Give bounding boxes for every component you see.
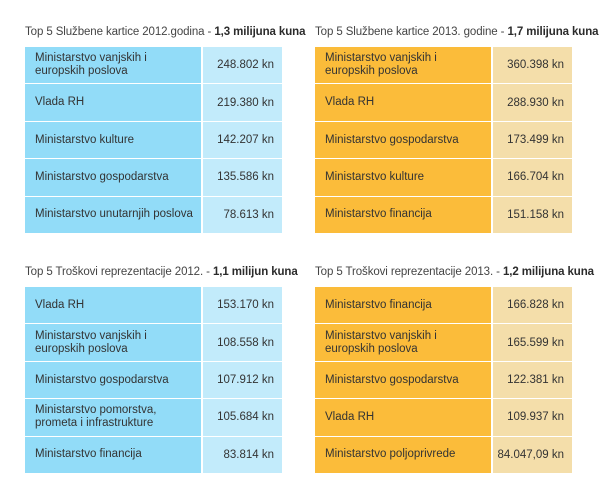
ministry-name: Vlada RH [315,399,493,435]
table-row [315,362,572,399]
amount-value: 248.802 kn [203,47,282,83]
ministry-name: Ministarstvo gospodarstva [315,362,493,398]
ranking-table [25,47,282,233]
amount-value: 173.499 kn [493,122,572,158]
ranking-table [315,47,572,233]
amount-value: 166.704 kn [493,159,572,195]
ministry-name: Ministarstvo gospodarstva [25,159,203,195]
amount-value: 107.912 kn [203,362,282,398]
ranking-table [315,287,572,473]
ranking-table [25,287,282,473]
table-row [25,324,282,361]
table-row [315,84,572,121]
table-row [315,159,572,196]
table-row [315,324,572,361]
panel-reprezentacija-2013 [315,265,594,461]
amount-value: 166.828 kn [493,287,572,323]
table-row [25,159,282,196]
amount-value: 360.398 kn [493,47,572,83]
table-row [25,197,282,233]
amount-value: 108.558 kn [203,324,282,360]
ministry-name: Vlada RH [315,84,493,120]
table-row [315,47,572,84]
table-row [25,122,282,159]
ministry-name: Ministarstvo financija [315,287,493,323]
ministry-name: Ministarstvo pomorstva, prometa i infrastrukture [25,399,203,435]
ministry-name: Ministarstvo unutarnjih poslova [25,197,203,233]
panel-title [315,25,599,39]
ministry-name: Ministarstvo vanjskih i europskih poslova [315,324,493,360]
ministry-name: Ministarstvo vanjskih i europskih poslova [315,47,493,83]
amount-value: 288.930 kn [493,84,572,120]
table-row [25,47,282,84]
panel-kartice-2013 [315,25,599,221]
amount-value: 122.381 kn [493,362,572,398]
ministry-name: Vlada RH [25,84,203,120]
table-row [315,287,572,324]
amount-value: 78.613 kn [203,197,282,233]
table-row [315,437,572,473]
panel-title-prefix: Top 5 Troškovi reprezentacije 2012. - [25,266,210,278]
table-row [25,84,282,121]
ministry-name: Ministarstvo vanjskih i europskih poslova [25,324,203,360]
table-row [25,437,282,473]
panel-title [25,265,298,279]
ministry-name: Ministarstvo gospodarstva [25,362,203,398]
table-row [315,399,572,436]
ministry-name: Ministarstvo kulture [25,122,203,158]
panel-title-total: 1,7 milijuna kuna [507,26,599,38]
panel-title-prefix: Top 5 Troškovi reprezentacije 2013. - [315,266,500,278]
amount-value: 109.937 kn [493,399,572,435]
amount-value: 105.684 kn [203,399,282,435]
table-row [25,362,282,399]
table-row [315,197,572,233]
panel-reprezentacija-2012 [25,265,298,461]
panel-kartice-2012 [25,25,306,221]
ministry-name: Vlada RH [25,287,203,323]
amount-value: 151.158 kn [493,197,572,233]
table-row [315,122,572,159]
amount-value: 83.814 kn [203,437,282,473]
panel-title-prefix: Top 5 Službene kartice 2012.godina - [25,26,212,38]
table-row [25,399,282,436]
ministry-name: Ministarstvo vanjskih i europskih poslova [25,47,203,83]
ministry-name: Ministarstvo financija [25,437,203,473]
panel-title-prefix: Top 5 Službene kartice 2013. godine - [315,26,505,38]
table-row [25,287,282,324]
panel-title [315,265,594,279]
amount-value: 219.380 kn [203,84,282,120]
amount-value: 165.599 kn [493,324,572,360]
amount-value: 153.170 kn [203,287,282,323]
panel-title-total: 1,2 milijuna kuna [502,266,594,278]
panel-title-total: 1,1 milijun kuna [212,266,298,278]
ministry-name: Ministarstvo kulture [315,159,493,195]
amount-value: 135.586 kn [203,159,282,195]
amount-value: 84.047,09 kn [493,437,572,473]
panel-title [25,25,306,39]
ministry-name: Ministarstvo gospodarstva [315,122,493,158]
ministry-name: Ministarstvo poljoprivrede [315,437,493,473]
ministry-name: Ministarstvo financija [315,197,493,233]
amount-value: 142.207 kn [203,122,282,158]
panel-title-total: 1,3 milijuna kuna [214,26,306,38]
